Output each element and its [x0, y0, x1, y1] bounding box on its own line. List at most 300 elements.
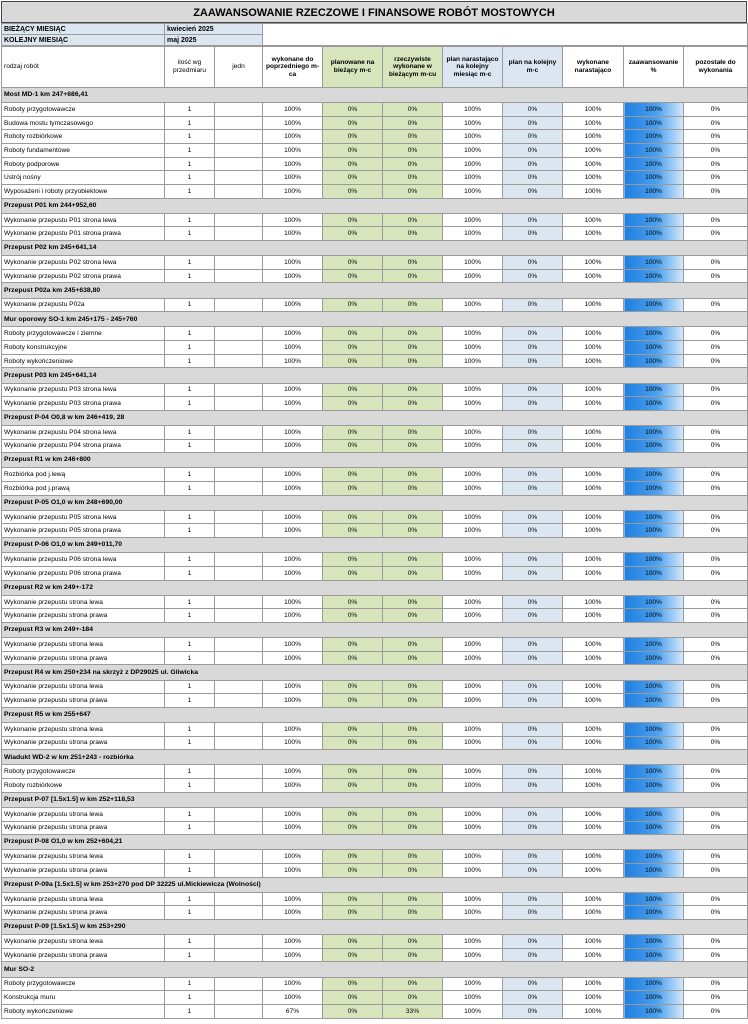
section-title: Przepust R2 w km 249+-172: [2, 580, 748, 595]
plan-cumulative-cell: 100%: [443, 694, 503, 708]
unit-cell: [215, 892, 263, 906]
plan-next-cell: 0%: [503, 566, 563, 580]
planned-cell: 0%: [323, 723, 383, 737]
progress-cell: 100%: [624, 184, 684, 198]
plan-cumulative-cell: 100%: [443, 144, 503, 158]
table-row: [2, 439, 748, 453]
table-row: [2, 397, 748, 411]
remaining-cell: 0%: [684, 341, 748, 355]
plan-cumulative-cell: 100%: [443, 736, 503, 750]
plan-cumulative-cell: 100%: [443, 935, 503, 949]
done-cumulative-cell: 100%: [563, 510, 624, 524]
planned-cell: 0%: [323, 609, 383, 623]
table-row: [2, 184, 748, 198]
plan-cumulative-cell: 100%: [443, 651, 503, 665]
actual-cell: 0%: [383, 977, 443, 991]
plan-next-cell: 0%: [503, 609, 563, 623]
actual-cell: 0%: [383, 425, 443, 439]
planned-cell: 0%: [323, 341, 383, 355]
work-name: Wykonanie przepustu P05 strona lewa: [2, 510, 165, 524]
plan-next-cell: 0%: [503, 468, 563, 482]
section-title: Mur oporowy SO-1 km 245+175 - 245+760: [2, 312, 748, 327]
table-row: [2, 779, 748, 793]
section-title: Przepust R5 w km 255+647: [2, 707, 748, 722]
done-cumulative-cell: 100%: [563, 595, 624, 609]
prev-done-cell: 100%: [263, 680, 323, 694]
progress-cell: 100%: [624, 595, 684, 609]
section-row: [2, 453, 748, 468]
work-name: Roboty przygotowawcze: [2, 103, 165, 117]
work-name: Wykonanie przepustu strona lewa: [2, 595, 165, 609]
unit-cell: [215, 595, 263, 609]
prev-done-cell: 100%: [263, 863, 323, 877]
quantity-cell: 1: [165, 906, 215, 920]
planned-cell: 0%: [323, 468, 383, 482]
prev-done-cell: 100%: [263, 425, 323, 439]
plan-next-cell: 0%: [503, 184, 563, 198]
done-cumulative-cell: 100%: [563, 269, 624, 283]
quantity-cell: 1: [165, 892, 215, 906]
table-row: [2, 977, 748, 991]
current-month-value: kwiecień 2025: [165, 24, 263, 35]
plan-next-cell: 0%: [503, 157, 563, 171]
plan-next-cell: 0%: [503, 553, 563, 567]
table-row: [2, 144, 748, 158]
quantity-cell: 1: [165, 850, 215, 864]
done-cumulative-cell: 100%: [563, 468, 624, 482]
table-row: [2, 354, 748, 368]
quantity-cell: 1: [165, 482, 215, 496]
prev-done-cell: 100%: [263, 638, 323, 652]
work-name: Roboty konstrukcyjne: [2, 341, 165, 355]
header-plan-next: plan na kolejny m-c: [503, 47, 563, 88]
unit-cell: [215, 298, 263, 312]
remaining-cell: 0%: [684, 524, 748, 538]
quantity-cell: 1: [165, 354, 215, 368]
planned-cell: 0%: [323, 863, 383, 877]
unit-cell: [215, 341, 263, 355]
remaining-cell: 0%: [684, 850, 748, 864]
prev-done-cell: 100%: [263, 157, 323, 171]
remaining-cell: 0%: [684, 779, 748, 793]
work-name: Wykonanie przepustu strona lewa: [2, 850, 165, 864]
remaining-cell: 0%: [684, 468, 748, 482]
done-cumulative-cell: 100%: [563, 524, 624, 538]
plan-next-cell: 0%: [503, 269, 563, 283]
table-row: [2, 892, 748, 906]
remaining-cell: 0%: [684, 680, 748, 694]
remaining-cell: 0%: [684, 116, 748, 130]
remaining-cell: 0%: [684, 935, 748, 949]
actual-cell: 0%: [383, 439, 443, 453]
header-progress: zaawansowanie %: [624, 47, 684, 88]
plan-next-cell: 0%: [503, 694, 563, 708]
progress-cell: 100%: [624, 863, 684, 877]
unit-cell: [215, 354, 263, 368]
plan-cumulative-cell: 100%: [443, 977, 503, 991]
actual-cell: 0%: [383, 116, 443, 130]
planned-cell: 0%: [323, 184, 383, 198]
planned-cell: 0%: [323, 779, 383, 793]
remaining-cell: 0%: [684, 256, 748, 270]
plan-next-cell: 0%: [503, 723, 563, 737]
actual-cell: 0%: [383, 694, 443, 708]
planned-cell: 0%: [323, 439, 383, 453]
plan-cumulative-cell: 100%: [443, 269, 503, 283]
planned-cell: 0%: [323, 807, 383, 821]
work-name: Wykonanie przepustu strona lewa: [2, 935, 165, 949]
quantity-cell: 1: [165, 779, 215, 793]
actual-cell: 0%: [383, 354, 443, 368]
plan-next-cell: 0%: [503, 906, 563, 920]
progress-cell: 100%: [624, 906, 684, 920]
section-row: [2, 835, 748, 850]
work-name: Rozbiórka pod j.lewą: [2, 468, 165, 482]
plan-cumulative-cell: 100%: [443, 116, 503, 130]
remaining-cell: 0%: [684, 103, 748, 117]
prev-done-cell: 100%: [263, 171, 323, 185]
table-row: [2, 157, 748, 171]
work-name: Budowa mostu tymczasowego: [2, 116, 165, 130]
done-cumulative-cell: 100%: [563, 723, 624, 737]
actual-cell: 0%: [383, 524, 443, 538]
prev-done-cell: 100%: [263, 524, 323, 538]
section-row: [2, 538, 748, 553]
plan-next-cell: 0%: [503, 425, 563, 439]
planned-cell: 0%: [323, 269, 383, 283]
table-row: [2, 553, 748, 567]
done-cumulative-cell: 100%: [563, 863, 624, 877]
actual-cell: 0%: [383, 510, 443, 524]
progress-cell: 100%: [624, 103, 684, 117]
section-title: Mur SO-2: [2, 962, 748, 977]
month-info-table: [1, 23, 748, 46]
section-title: Przepust P01 km 244+952,60: [2, 198, 748, 213]
plan-cumulative-cell: 100%: [443, 341, 503, 355]
work-name: Rozbiórka pod j.prawą: [2, 482, 165, 496]
table-row: [2, 651, 748, 665]
remaining-cell: 0%: [684, 354, 748, 368]
plan-next-cell: 0%: [503, 439, 563, 453]
plan-next-cell: 0%: [503, 850, 563, 864]
works-table: [1, 46, 748, 1019]
progress-cell: 100%: [624, 553, 684, 567]
progress-cell: 100%: [624, 765, 684, 779]
table-row: [2, 130, 748, 144]
work-name: Wykonanie przepustu strona lewa: [2, 680, 165, 694]
remaining-cell: 0%: [684, 510, 748, 524]
table-row: [2, 863, 748, 877]
progress-cell: 100%: [624, 439, 684, 453]
done-cumulative-cell: 100%: [563, 609, 624, 623]
work-name: Wykonanie przepustu P02a: [2, 298, 165, 312]
progress-cell: 100%: [624, 510, 684, 524]
remaining-cell: 0%: [684, 1004, 748, 1018]
header-prev-done: wykonane do poprzedniego m-ca: [263, 47, 323, 88]
section-row: [2, 707, 748, 722]
section-title: Przepust R3 w km 249+-184: [2, 622, 748, 637]
section-title: Przepust P02 km 245+641,14: [2, 241, 748, 256]
section-row: [2, 665, 748, 680]
plan-cumulative-cell: 100%: [443, 991, 503, 1005]
done-cumulative-cell: 100%: [563, 638, 624, 652]
quantity-cell: 1: [165, 694, 215, 708]
remaining-cell: 0%: [684, 977, 748, 991]
planned-cell: 0%: [323, 130, 383, 144]
actual-cell: 0%: [383, 807, 443, 821]
actual-cell: 0%: [383, 256, 443, 270]
table-row: [2, 227, 748, 241]
plan-cumulative-cell: 100%: [443, 354, 503, 368]
progress-cell: 100%: [624, 680, 684, 694]
unit-cell: [215, 439, 263, 453]
plan-next-cell: 0%: [503, 863, 563, 877]
quantity-cell: 1: [165, 638, 215, 652]
actual-cell: 0%: [383, 991, 443, 1005]
section-title: Przepust R1 w km 246+800: [2, 453, 748, 468]
progress-cell: 100%: [624, 723, 684, 737]
prev-done-cell: 100%: [263, 269, 323, 283]
quantity-cell: 1: [165, 298, 215, 312]
section-row: [2, 88, 748, 103]
work-name: Wykonanie przepustu strona lewa: [2, 723, 165, 737]
plan-next-cell: 0%: [503, 130, 563, 144]
plan-cumulative-cell: 100%: [443, 157, 503, 171]
done-cumulative-cell: 100%: [563, 144, 624, 158]
done-cumulative-cell: 100%: [563, 256, 624, 270]
prev-done-cell: 100%: [263, 807, 323, 821]
planned-cell: 0%: [323, 892, 383, 906]
unit-cell: [215, 171, 263, 185]
plan-cumulative-cell: 100%: [443, 130, 503, 144]
done-cumulative-cell: 100%: [563, 157, 624, 171]
quantity-cell: 1: [165, 341, 215, 355]
section-title: Most MD-1 km 247+686,41: [2, 88, 748, 103]
actual-cell: 0%: [383, 906, 443, 920]
planned-cell: 0%: [323, 383, 383, 397]
remaining-cell: 0%: [684, 383, 748, 397]
progress-cell: 100%: [624, 566, 684, 580]
plan-cumulative-cell: 100%: [443, 609, 503, 623]
progress-cell: 100%: [624, 213, 684, 227]
unit-cell: [215, 256, 263, 270]
actual-cell: 0%: [383, 821, 443, 835]
planned-cell: 0%: [323, 103, 383, 117]
progress-cell: 100%: [624, 468, 684, 482]
planned-cell: 0%: [323, 510, 383, 524]
quantity-cell: 1: [165, 680, 215, 694]
plan-cumulative-cell: 100%: [443, 510, 503, 524]
unit-cell: [215, 1004, 263, 1018]
header-plan-cumulative: plan narastająco na kolejny miesiąc m-c: [443, 47, 503, 88]
actual-cell: 0%: [383, 609, 443, 623]
plan-next-cell: 0%: [503, 298, 563, 312]
planned-cell: 0%: [323, 298, 383, 312]
actual-cell: 33%: [383, 1004, 443, 1018]
remaining-cell: 0%: [684, 130, 748, 144]
actual-cell: 0%: [383, 736, 443, 750]
remaining-cell: 0%: [684, 948, 748, 962]
next-month-row: [2, 35, 748, 46]
unit-cell: [215, 991, 263, 1005]
plan-next-cell: 0%: [503, 256, 563, 270]
section-title: Przepust P-08 O1,0 w km 252+604,21: [2, 835, 748, 850]
prev-done-cell: 100%: [263, 184, 323, 198]
work-name: Roboty fundamentowe: [2, 144, 165, 158]
planned-cell: 0%: [323, 694, 383, 708]
done-cumulative-cell: 100%: [563, 103, 624, 117]
quantity-cell: 1: [165, 383, 215, 397]
quantity-cell: 1: [165, 595, 215, 609]
plan-cumulative-cell: 100%: [443, 906, 503, 920]
remaining-cell: 0%: [684, 171, 748, 185]
actual-cell: 0%: [383, 892, 443, 906]
remaining-cell: 0%: [684, 566, 748, 580]
done-cumulative-cell: 100%: [563, 977, 624, 991]
plan-cumulative-cell: 100%: [443, 821, 503, 835]
plan-cumulative-cell: 100%: [443, 765, 503, 779]
actual-cell: 0%: [383, 680, 443, 694]
plan-next-cell: 0%: [503, 103, 563, 117]
actual-cell: 0%: [383, 157, 443, 171]
quantity-cell: 1: [165, 807, 215, 821]
progress-cell: 100%: [624, 638, 684, 652]
work-name: Wykonanie przepustu strona prawa: [2, 821, 165, 835]
actual-cell: 0%: [383, 171, 443, 185]
plan-next-cell: 0%: [503, 651, 563, 665]
planned-cell: 0%: [323, 213, 383, 227]
work-name: Wykonanie przepustu strona lewa: [2, 807, 165, 821]
table-row: [2, 807, 748, 821]
section-row: [2, 877, 748, 892]
prev-done-cell: 100%: [263, 103, 323, 117]
plan-cumulative-cell: 100%: [443, 566, 503, 580]
progress-cell: 100%: [624, 779, 684, 793]
prev-done-cell: 100%: [263, 935, 323, 949]
unit-cell: [215, 680, 263, 694]
prev-done-cell: 100%: [263, 327, 323, 341]
quantity-cell: 1: [165, 935, 215, 949]
plan-cumulative-cell: 100%: [443, 298, 503, 312]
prev-done-cell: 100%: [263, 397, 323, 411]
unit-cell: [215, 524, 263, 538]
table-row: [2, 638, 748, 652]
table-row: [2, 524, 748, 538]
table-row: [2, 680, 748, 694]
actual-cell: 0%: [383, 184, 443, 198]
header-actual: rzeczywiste wykonane w bieżącym m-cu: [383, 47, 443, 88]
prev-done-cell: 100%: [263, 948, 323, 962]
plan-next-cell: 0%: [503, 595, 563, 609]
work-name: Konstrukcja muru: [2, 991, 165, 1005]
work-name: Ustrój nośny: [2, 171, 165, 185]
actual-cell: 0%: [383, 765, 443, 779]
unit-cell: [215, 609, 263, 623]
prev-done-cell: 100%: [263, 482, 323, 496]
progress-cell: 100%: [624, 651, 684, 665]
actual-cell: 0%: [383, 638, 443, 652]
work-name: Wykonanie przepustu P03 strona lewa: [2, 383, 165, 397]
prev-done-cell: 100%: [263, 553, 323, 567]
prev-done-cell: 100%: [263, 595, 323, 609]
table-row: [2, 269, 748, 283]
table-row: [2, 821, 748, 835]
unit-cell: [215, 482, 263, 496]
actual-cell: 0%: [383, 397, 443, 411]
planned-cell: 0%: [323, 765, 383, 779]
remaining-cell: 0%: [684, 651, 748, 665]
work-name: Wykonanie przepustu P05 strona prawa: [2, 524, 165, 538]
plan-cumulative-cell: 100%: [443, 863, 503, 877]
table-row: [2, 298, 748, 312]
progress-cell: 100%: [624, 850, 684, 864]
quantity-cell: 1: [165, 863, 215, 877]
remaining-cell: 0%: [684, 609, 748, 623]
unit-cell: [215, 116, 263, 130]
planned-cell: 0%: [323, 553, 383, 567]
table-row: [2, 116, 748, 130]
work-name: Wykonanie przepustu P04 strona prawa: [2, 439, 165, 453]
progress-cell: 100%: [624, 327, 684, 341]
progress-cell: 100%: [624, 157, 684, 171]
unit-cell: [215, 736, 263, 750]
plan-cumulative-cell: 100%: [443, 482, 503, 496]
plan-next-cell: 0%: [503, 977, 563, 991]
done-cumulative-cell: 100%: [563, 906, 624, 920]
planned-cell: 0%: [323, 651, 383, 665]
work-name: Wykonanie przepustu strona prawa: [2, 906, 165, 920]
plan-next-cell: 0%: [503, 510, 563, 524]
actual-cell: 0%: [383, 863, 443, 877]
done-cumulative-cell: 100%: [563, 298, 624, 312]
unit-cell: [215, 948, 263, 962]
table-row: [2, 327, 748, 341]
done-cumulative-cell: 100%: [563, 341, 624, 355]
section-title: Przepust P-09 [1.5x1.5] w km 253+290: [2, 920, 748, 935]
progress-cell: 100%: [624, 807, 684, 821]
table-row: [2, 256, 748, 270]
quantity-cell: 1: [165, 765, 215, 779]
planned-cell: 0%: [323, 850, 383, 864]
remaining-cell: 0%: [684, 723, 748, 737]
current-month-row: [2, 24, 748, 35]
actual-cell: 0%: [383, 130, 443, 144]
prev-done-cell: 100%: [263, 765, 323, 779]
work-name: Wykonanie przepustu strona lewa: [2, 892, 165, 906]
header-done-cumulative: wykonane narastająco: [563, 47, 624, 88]
work-name: Wykonanie przepustu strona prawa: [2, 948, 165, 962]
prev-done-cell: 100%: [263, 694, 323, 708]
section-row: [2, 410, 748, 425]
prev-done-cell: 100%: [263, 779, 323, 793]
actual-cell: 0%: [383, 651, 443, 665]
done-cumulative-cell: 100%: [563, 779, 624, 793]
progress-cell: 100%: [624, 977, 684, 991]
plan-cumulative-cell: 100%: [443, 425, 503, 439]
work-name: Roboty przygotowawcze: [2, 977, 165, 991]
unit-cell: [215, 510, 263, 524]
remaining-cell: 0%: [684, 595, 748, 609]
progress-cell: 100%: [624, 736, 684, 750]
plan-next-cell: 0%: [503, 227, 563, 241]
done-cumulative-cell: 100%: [563, 892, 624, 906]
progress-cell: 100%: [624, 227, 684, 241]
table-row: [2, 341, 748, 355]
actual-cell: 0%: [383, 482, 443, 496]
progress-cell: 100%: [624, 298, 684, 312]
done-cumulative-cell: 100%: [563, 482, 624, 496]
quantity-cell: 1: [165, 609, 215, 623]
